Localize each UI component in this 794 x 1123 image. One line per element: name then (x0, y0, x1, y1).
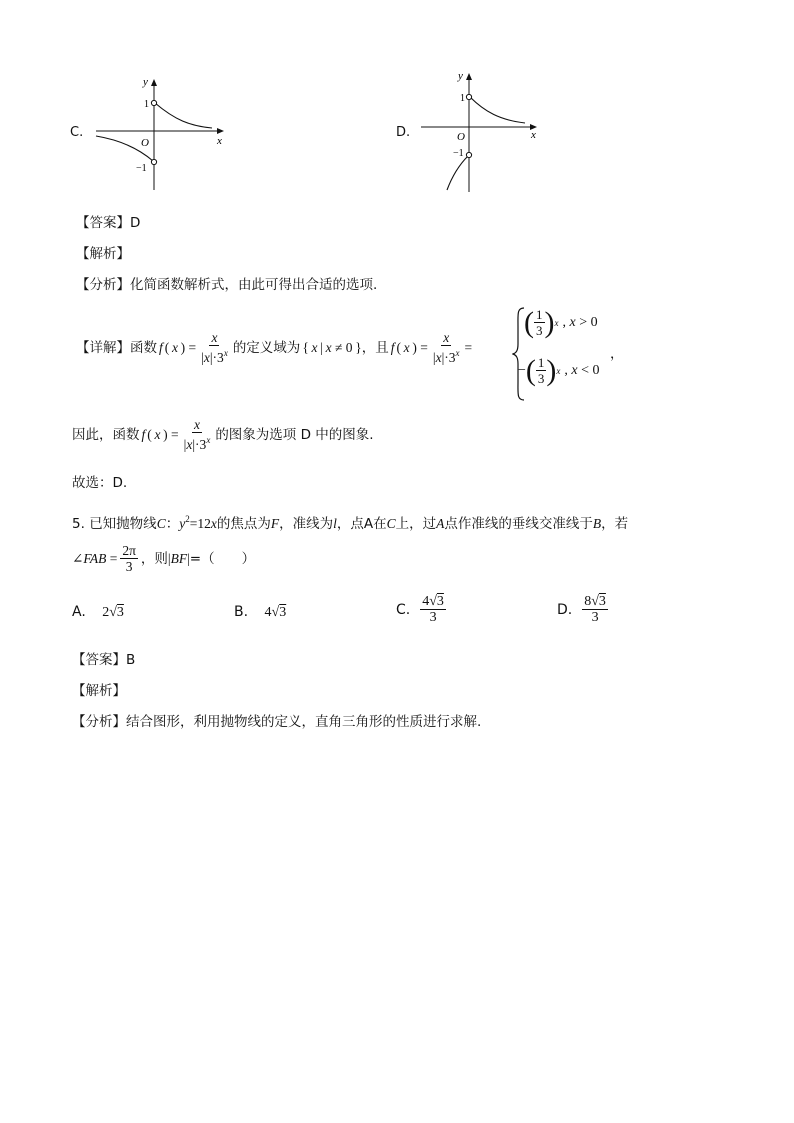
q5-option-a[interactable]: A. 2√3 (72, 604, 124, 620)
option-d-label: D. (396, 125, 411, 140)
q4-answer-line (76, 214, 140, 232)
graph-c (90, 70, 240, 200)
open-point-bottom (151, 159, 156, 164)
x-label: x (531, 129, 536, 141)
curve-right (155, 103, 212, 128)
tick-neg1: −1 (453, 148, 464, 159)
math-bf: |BF| (167, 550, 190, 566)
detail-tag: 【详解】 (76, 339, 130, 356)
q4-detail-line: 【详解】 函数 f ( x ) = $\frac{x}{|x|\cdot 3^x}$ 的定义域为 { x | x ≠ 0 } ，且 f ( x ) = $\frac{x}{|x|\cdot 3^x}$ = (76, 330, 473, 365)
q5-fenxi-line: 【分析】结合图形，利用抛物线的定义，直角三角形的性质进行求解. (72, 714, 482, 730)
therefore-tail: 的图象为选项 D 中的图象. (215, 426, 374, 443)
tick-1: 1 (460, 93, 465, 104)
math-f-of-x: f (159, 339, 163, 355)
math-angle: ∠FAB = (72, 550, 118, 566)
q5-option-c[interactable]: C. $\frac{4√3}{3}$ (396, 594, 444, 625)
origin-label: O (457, 131, 465, 143)
origin-label: O (141, 137, 149, 149)
curve-left (447, 156, 468, 190)
piece-1: ( $\frac{1}{3}$ ) x , x > 0 (524, 305, 598, 339)
y-axis-arrow (466, 73, 472, 80)
q4-therefore-line: 因此，函数 f ( x ) = $\frac{x}{|x|\cdot 3^x}$ 的图象为选项 D 中的图象. (72, 417, 374, 452)
q4-fenxi-line (76, 276, 377, 294)
detail-func-word: 函数 (130, 339, 157, 356)
y-label: y (143, 76, 148, 88)
q5-stem-line1: 5. 已知抛物线C：$y^2=12x$的焦点为F，准线为l，点A在C上，过A点作准线的垂线交准线于B，若 (72, 514, 629, 532)
math-fraction: $\frac{x}{|x|\cdot 3^x}$ (201, 330, 228, 365)
math-paren: ( x ) = (164, 339, 197, 355)
answer-tag: 【答案】 (76, 215, 130, 231)
math-fraction-3: $\frac{x}{|x|\cdot 3^x}$ (183, 417, 211, 452)
math-domain-set: { x | x ≠ 0 } (302, 339, 362, 355)
q5-stem-line2: ∠FAB = $\frac{2\pi}{3}$ ，则 |BF| =（ ） (72, 543, 256, 574)
q5-answer-line: 【答案】B (72, 652, 136, 668)
detail-domain-text: 的定义域为 (232, 339, 301, 356)
y-label: y (458, 70, 463, 82)
detail-and: ，且 (361, 339, 389, 356)
q5-option-b[interactable]: B. 4√3 (234, 604, 287, 620)
graph-d (415, 64, 555, 199)
tick-neg1: −1 (136, 163, 147, 174)
fenxi-tag: 【分析】 (76, 277, 130, 293)
piece-2: − ( $\frac{1}{3}$ ) x , x < 0 (518, 353, 600, 387)
q5-option-d[interactable]: D. $\frac{8√3}{3}$ (557, 594, 606, 625)
math-parabola: $y^2=12x$ (179, 514, 217, 531)
x-axis-arrow (217, 128, 224, 134)
therefore-text: 因此，函数 (72, 426, 140, 443)
q5-analysis-tag: 【解析】 (72, 683, 126, 699)
q4-conclusion: 故选：D. (72, 475, 128, 491)
math-fraction-2: $\frac{x}{|x|\cdot 3^x}$ (432, 330, 460, 365)
open-point-top (151, 100, 156, 105)
y-axis-arrow (151, 79, 157, 86)
q4-analysis-tag: 【解析】 (76, 246, 130, 262)
open-point-bottom (466, 152, 471, 157)
open-point-top (466, 94, 471, 99)
q5-answer-value: B (126, 652, 136, 668)
math-angle-frac: $\frac{2\pi}{3}$ (122, 543, 136, 574)
answer-value: D (130, 215, 141, 231)
math-f-of-x-2: f (390, 339, 395, 355)
trailing-comma: ， (610, 346, 624, 362)
option-c-label: C. (70, 125, 84, 140)
x-label: x (217, 135, 222, 147)
curve-right (470, 97, 525, 123)
q5-number: 5. (72, 516, 85, 532)
fenxi-text: 化简函数解析式，由此可得出合适的选项. (130, 277, 378, 293)
tick-1: 1 (144, 99, 149, 110)
